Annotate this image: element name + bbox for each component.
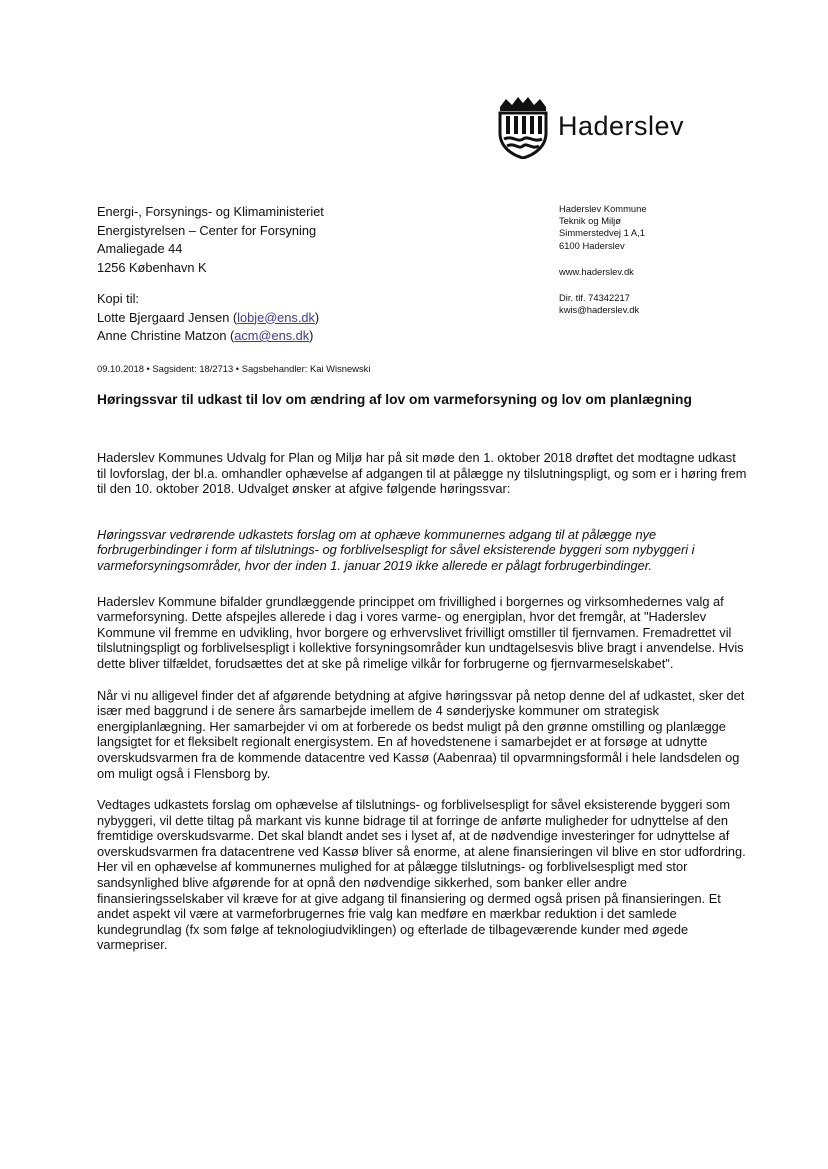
recipient-line: Energistyrelsen – Center for Forsyning	[97, 222, 317, 238]
logo-wordmark: Haderslev	[558, 110, 685, 141]
copies-label: Kopi til:	[97, 291, 139, 306]
haderslev-logo	[498, 86, 718, 166]
copies-section	[97, 290, 457, 346]
document-title: Høringssvar til udkast til lov om ændring af lov om varmeforsyning og lov om planlægning	[97, 392, 692, 407]
body-paragraph: Haderslev Kommune bifalder grundlæggende princippet om frivillighed i borgernes og virksomhedernes valg af varmeforsyning. Dette afspejles allerede i dag i vores varme- og energiplan, hvor det fremgår, at "Haderslev Kommune vil fremme en udvikling, hvor borgere og erhvervslivet frivilligt omstiller til fjernvamen. Fremadrettet vil tilslutningspligt og forblivelsespligt i kollektive forsyningsområder kun undtagelsesvis blive bragt i anvendelse. Hvis dette bliver tilfældet, forudsættes det at ske på rimelige vilkår for forbrugerne og fjernvarmeselskabet".	[97, 593, 744, 671]
sender-web: www.haderslev.dk	[559, 265, 634, 277]
copy-recipient-email-link[interactable]: lobje@ens.dk	[237, 309, 315, 325]
sender-org: Haderslev Kommune	[559, 203, 647, 214]
recipient-line: Energi-, Forsynings- og Klimaministeriet	[97, 204, 324, 219]
case-meta: 09.10.2018 • Sagsident: 18/2713 • Sagsbehandler: Kai Wisnewski	[97, 363, 371, 374]
sender-phone: Dir. tlf. 74342217	[559, 292, 630, 304]
copy-recipient: Anne Christine Matzon (acm@ens.dk)	[97, 328, 314, 343]
recipient-line: Amaliegade 44	[97, 241, 183, 256]
copy-recipient-name: Anne Christine Matzon	[97, 328, 227, 343]
body-paragraph: Vedtages udkastets forslag om ophævelse af tilslutnings- og forblivelsespligt for såvel eksisterende byggeri som nybyggeri, vil dette tiltag på markant vis kunne bidrage til at forringe de anførte muligheder for udnyttelse af den fremtidige overskudsvarme. Det skal blandt andet ses i lyset af, at de nødvendige investeringer for udnyttelse af overskudsvarmen fra datacentrene ved Kassø bliver så enorme, at alene finansieringen vil blive en stor udfordring. Her vil en ophævelse af kommunernes mulighed for at pålægge tilslutnings- og forblivelsespligt med stor sandsynlighed blive afgørende for at opnå den nødvendige sikkerhed, som banker eller andre finansieringsselskaber vil kræve for at give adgang til finansiering og dermed også prisen på finansieringen. Et andet aspekt vil være at varmeforbrugernes frie valg kan medføre en mærkbar reduktion i det samlede kundegrundlag (fx som følge af teknologiudviklingen) og efterlade de tilbageværende kunder med øgede varmepriser.	[97, 797, 746, 953]
sender-block	[559, 203, 759, 316]
body-paragraph: Når vi nu alligevel finder det af afgørende betydning at afgive høringssvar på netop denne del af udkastet, sker det især med baggrund i de senere års samarbejde imellem de 4 sønderjyske kommuner om strategisk energiplanlægning. Her samarbejder vi om at forberede os bedst muligt på den grønne omstilling og planlægge langsigtet for et fleksibelt regionalt energisystem. En af hovedstenene i samarbejdet er at forsøge at udnytte overskudsvarmen fra de kommende datacentre ved Kassø (Aabenraa) til opvarmningsformål i hele landsdelen og om muligt også i Flensborg by.	[97, 687, 745, 781]
recipient-line: 1256 København K	[97, 259, 207, 275]
recipient-address	[97, 203, 457, 277]
letter-body	[97, 450, 747, 969]
body-paragraph-italic: Høringssvar vedrørende udkastets forslag om at ophæve kommunernes adgang til at pålægge nye forbrugerbindinger i form af tilslutnings- og forblivelsespligt for såvel eksisterende byggeri som nybyggeri i varmeforsyningsområder, hvor der inden 1. januar 2019 ikke allerede er pålagt forbrugerbindinger.	[97, 526, 695, 573]
body-paragraph: Haderslev Kommunes Udvalg for Plan og Miljø har på sit møde den 1. oktober 2018 drøftet det modtagne udkast til lovforslag, der bl.a. omhandler ophævelse af adgangen til at pålægge ny tilslutningspligt, og som er i høring frem til den 10. oktober 2018. Udvalget ønsker at afgive følgende høringssvar:	[97, 450, 747, 497]
copy-recipient: Lotte Bjergaard Jensen (lobje@ens.dk)	[97, 309, 320, 325]
coat-of-arms-icon	[498, 93, 548, 159]
copy-recipient-name: Lotte Bjergaard Jensen	[97, 309, 230, 325]
sender-email: kwis@haderslev.dk	[559, 304, 640, 316]
sender-dept: Teknik og Miljø	[559, 215, 621, 227]
sender-city: 6100 Haderslev	[559, 239, 625, 251]
copy-recipient-email-link[interactable]: acm@ens.dk	[234, 328, 310, 343]
sender-street: Simmerstedvej 1 A,1	[559, 227, 645, 239]
